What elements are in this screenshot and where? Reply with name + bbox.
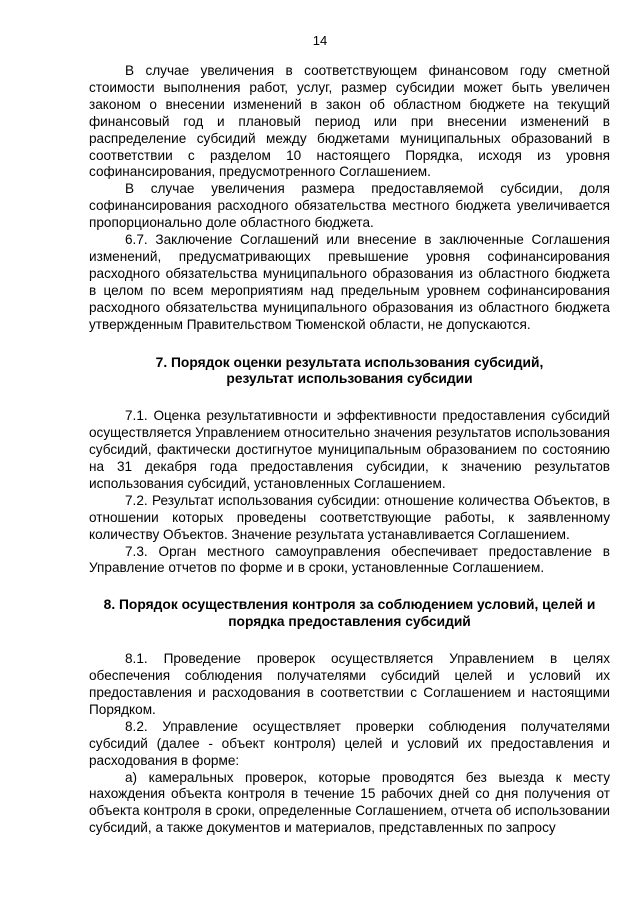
section-8-heading-line2: порядка предоставления субсидий [228, 614, 471, 630]
section-8-heading [89, 597, 610, 631]
section-7-heading-line1: 7. Порядок оценки результата использования субсидий, [155, 354, 544, 370]
paragraph-cofinancing-share: В случае увеличения размера предоставляемой субсидии, доля софинансирования расходного обязательства местного бюджета увеличивается пропорционально доле областного бюджета. [89, 181, 610, 231]
section-8-heading-line1: 8. Порядок осуществления контроля за соблюдением условий, целей и [103, 597, 596, 613]
paragraph-7-2: 7.2. Результат использования субсидии: отношение количества Объектов, в отношении которых проведены соответствующие работы, к заявленному количеству Объектов. Значение результата устанавливается Соглашением. [89, 492, 610, 542]
paragraph-8-1: 8.1. Проведение проверок осуществляется Управлением в целях обеспечения соблюдения получателями субсидий целей и условий их предоставления и расходования в соответствии с Соглашением и настоящими Порядком. [89, 651, 610, 717]
section-7-heading-line2: результат использования субсидии [226, 371, 473, 387]
page-number: 14 [312, 33, 328, 48]
paragraph-subsidy-increase: В случае увеличения в соответствующем финансовом году сметной стоимости выполнения работ, услуг, размер субсидии может быть увеличен законом о внесении изменений в закон об областном бюджете на текущий финансовый год и плановый период или при внесении изменений в распределение субсидий между бюджетами муниципальных образований в соответствии с разделом 10 настоящего Порядка, исходя из уровня софинансирования, предусмотренного Соглашением. [89, 63, 610, 180]
paragraph-8-2-a: а) камеральных проверок, которые проводятся без выезда к месту нахождения объекта контроля в течение 15 рабочих дней со дня получения от объекта контроля в сроки, определенные Соглашением, отчета об использовании субсидий, а также документов и материалов, представленных по запросу [89, 769, 610, 836]
document-body [89, 63, 610, 837]
paragraph-7-3: 7.3. Орган местного самоуправления обеспечивает предоставление в Управление отчетов по форме и в сроки, установленные Соглашением. [89, 543, 610, 576]
paragraph-8-2: 8.2. Управление осуществляет проверки соблюдения получателями субсидий (далее - объект контроля) целей и условий их предоставления и расходования в форме: [89, 718, 610, 768]
paragraph-6-7: 6.7. Заключение Соглашений или внесение в заключенные Соглашения изменений, предусматривающих превышение уровня софинансирования расходного обязательства муниципального образования из областного бюджета в целом по всем мероприятиям над предельным уровнем софинансирования расходного обязательства муниципального образования из областного бюджета утвержденным Правительством Тюменской области, не допускаются. [89, 232, 610, 332]
paragraph-7-1: 7.1. Оценка результативности и эффективности предоставления субсидий осуществляется Управлением относительно значения результатов использования субсидий, фактически достигнутое муниципальным образованием по состоянию на 31 декабря года предоставления субсидии, к значению результатов использования субсидий, установленных Соглашением. [89, 408, 610, 491]
section-7-heading [89, 355, 610, 389]
